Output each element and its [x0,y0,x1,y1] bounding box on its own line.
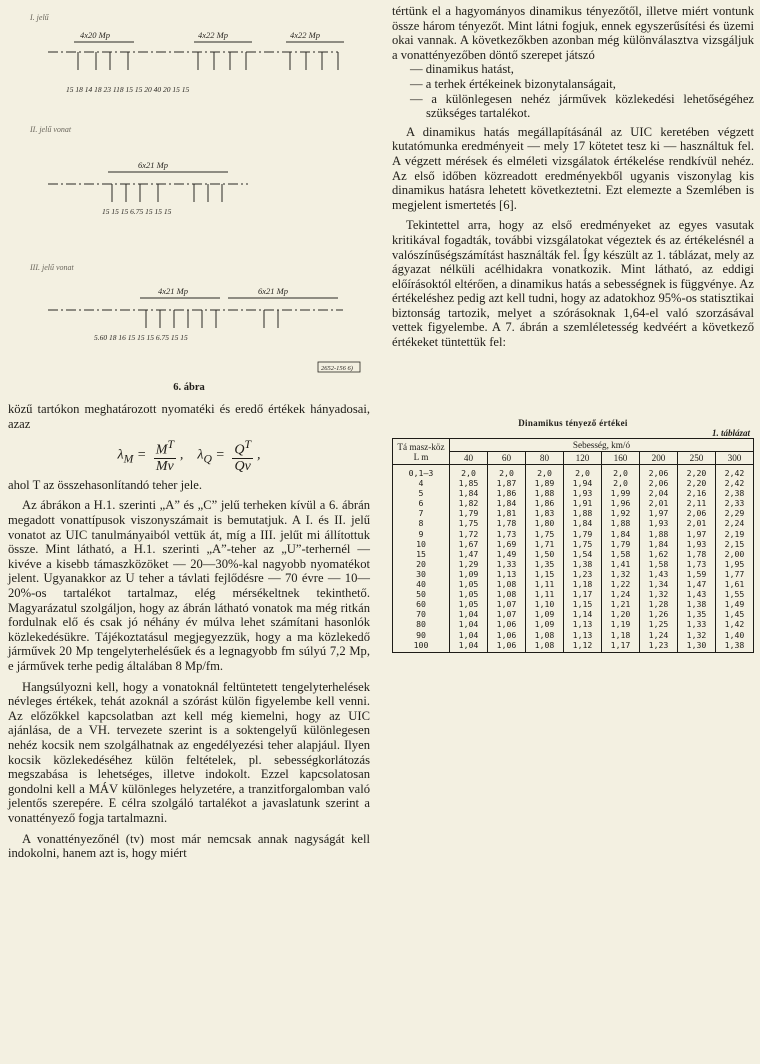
factor-cell: 1,94 [564,478,602,488]
factor-cell: 1,19 [602,619,640,629]
svg-text:III. jelű vonat: III. jelű vonat [30,263,74,272]
dimension-line-3: 5.60 18 16 15 15 15 6.75 15 15 [94,333,188,342]
factor-cell: 1,75 [450,518,488,528]
load-label: 6x21 Mp [258,286,288,296]
factor-cell: 1,06 [488,630,526,640]
factor-cell: 1,06 [488,640,526,653]
table-row [393,559,754,569]
factor-cell: 1,47 [678,579,716,589]
table-row [393,549,754,559]
factor-cell: 1,93 [564,488,602,498]
factor-cell: 1,88 [602,518,640,528]
factor-cell: 1,38 [678,599,716,609]
table-row [393,488,754,498]
factor-cell: 1,87 [488,478,526,488]
factor-cell: 1,71 [526,539,564,549]
factor-cell: 1,08 [526,630,564,640]
span-cell: 4 [393,478,450,488]
span-cell: 15 [393,549,450,559]
train-2-axles [112,184,222,202]
table-title: Dinamikus tényező értékei [518,418,628,428]
factor-cell: 2,20 [678,465,716,479]
factor-cell: 1,55 [716,589,754,599]
factor-cell: 1,78 [488,518,526,528]
factor-cell: 1,84 [640,539,678,549]
figure-6 [8,6,370,398]
factor-cell: 1,05 [450,579,488,589]
factor-cell: 1,61 [716,579,754,589]
factor-cell: 1,50 [526,549,564,559]
list-item: — a terhek értékeinek bizonytalanságait, [410,76,616,91]
factor-cell: 1,12 [564,640,602,653]
factor-cell: 1,04 [450,609,488,619]
factor-cell: 1,75 [526,529,564,539]
speed-column-header: 200 [640,452,678,465]
table-row [393,569,754,579]
factor-cell: 2,20 [678,478,716,488]
factor-cell: 1,59 [678,569,716,579]
factor-cell: 1,96 [602,498,640,508]
span-cell: 5 [393,488,450,498]
span-cell: 70 [393,609,450,619]
factor-cell: 1,86 [488,488,526,498]
table-row [393,579,754,589]
factor-cell: 1,38 [716,640,754,653]
load-label: 6x21 Mp [138,160,168,170]
factor-cell: 1,88 [526,488,564,498]
factor-cell: 1,23 [640,640,678,653]
factor-cell: 1,84 [488,498,526,508]
factor-cell: 2,0 [602,465,640,479]
factor-cell: 2,19 [716,529,754,539]
paragraph: A vonattényezőnél (tv) most már nemcsak annak nagyságát kell indokolni, hanem azt is, hogy miért [8,831,370,861]
factor-cell: 1,35 [678,609,716,619]
factor-cell: 1,22 [602,579,640,589]
factor-cell: 1,82 [450,498,488,508]
factor-cell: 1,13 [488,569,526,579]
factor-cell: 1,34 [640,579,678,589]
span-cell: 100 [393,640,450,653]
factor-cell: 1,97 [640,508,678,518]
factor-cell: 2,24 [716,518,754,528]
span-cell: 80 [393,619,450,629]
dynamic-factor-table [392,438,754,653]
table-row [393,518,754,528]
factor-cell: 2,0 [526,465,564,479]
span-cell: 7 [393,508,450,518]
factor-cell: 1,04 [450,619,488,629]
paragraph: Tekintettel arra, hogy az első eredményeket az egyes vasutak kritikával fogadták, további vizsgálatokat végeztek és az értékelésnél a valószínűségszámítást használták fel. Így készült az 1. táblázat, mely az ágyazat nélküli acélhidakra vonatkozik. Mint látható, az eddigi előírásoktól eltérően, a dinamikus hatás a sebességnek is függvénye. Az értékeléshez pedig azt kell tudni, hogy az adatokhoz 95%-os statisztikai biztonság tartozik, melyet a szórásoknak 1,64-el való szorzásával vettek figyelembe. A 7. ábrán a szemléletesség kedvéért a következő értékeket tüntettük fel: [392,218,754,350]
factor-cell: 1,91 [564,498,602,508]
factor-cell: 1,10 [526,599,564,609]
span-cell: 90 [393,630,450,640]
factor-cell: 1,24 [640,630,678,640]
speed-column-header: 80 [526,452,564,465]
table-row [393,508,754,518]
span-cell: 10 [393,539,450,549]
factor-cell: 1,18 [602,630,640,640]
list [392,62,754,120]
paragraph: tértünk el a hagyományos dinamikus tényezőtől, illetve miért vontunk össze három tényezőt. Mint látni fogjuk, ennek egyszerűsítési és üzemi okai vannak. A következőkben azonban még különválasztva vizsgáljuk a vonattényezőben döntő szerepet játszó [392,4,754,62]
factor-cell: 1,93 [640,518,678,528]
factor-cell: 2,15 [716,539,754,549]
factor-cell: 1,28 [640,599,678,609]
span-cell: 30 [393,569,450,579]
table-row [393,589,754,599]
factor-cell: 2,00 [716,549,754,559]
table-row [393,609,754,619]
factor-cell: 2,0 [602,478,640,488]
factor-cell: 1,89 [526,478,564,488]
load-label: 4x22 Mp [198,30,228,40]
load-label: 4x22 Mp [290,30,320,40]
factor-cell: 1,17 [564,589,602,599]
table-row [393,599,754,609]
factor-cell: 2,0 [488,465,526,479]
factor-cell: 2,06 [678,508,716,518]
speed-column-header: 60 [488,452,526,465]
table-row [393,539,754,549]
table-row [393,640,754,653]
factor-cell: 1,79 [602,539,640,549]
factor-cell: 1,84 [602,529,640,539]
speed-column-header: 160 [602,452,640,465]
factor-cell: 1,99 [602,488,640,498]
factor-cell: 1,30 [678,640,716,653]
factor-cell: 1,97 [678,529,716,539]
factor-cell: 2,0 [450,465,488,479]
span-cell: 60 [393,599,450,609]
factor-cell: 1,06 [488,619,526,629]
paragraph: közű tartókon meghatározott nyomatéki és eredő értékek hányadosai, azaz [8,402,370,431]
factor-cell: 1,35 [526,559,564,569]
factor-cell: 1,07 [488,609,526,619]
factor-cell: 1,11 [526,589,564,599]
span-cell: 8 [393,518,450,528]
factor-cell: 1,18 [564,579,602,589]
factor-cell: 1,21 [602,599,640,609]
factor-cell: 1,23 [564,569,602,579]
table-row [393,465,754,479]
factor-cell: 1,92 [602,508,640,518]
speed-column-header: 40 [450,452,488,465]
factor-cell: 1,08 [488,579,526,589]
factor-cell: 1,80 [526,518,564,528]
factor-cell: 1,84 [564,518,602,528]
table-row [393,478,754,488]
factor-cell: 1,25 [640,619,678,629]
paragraph: ahol T az összehasonlítandó teher jele. [8,477,202,492]
factor-cell: 2,42 [716,478,754,488]
factor-cell: 1,95 [716,559,754,569]
factor-cell: 2,01 [678,518,716,528]
factor-cell: 1,54 [564,549,602,559]
factor-cell: 1,88 [640,529,678,539]
factor-cell: 1,24 [602,589,640,599]
factor-cell: 1,86 [526,498,564,508]
factor-cell: 1,49 [716,599,754,609]
factor-cell: 1,58 [640,559,678,569]
factor-cell: 1,69 [488,539,526,549]
factor-cell: 2,06 [640,465,678,479]
factor-cell: 1,07 [488,599,526,609]
factor-cell: 1,45 [716,609,754,619]
table-row [393,630,754,640]
span-cell: 40 [393,579,450,589]
speed-column-header: 250 [678,452,716,465]
factor-cell: 1,32 [640,589,678,599]
factor-cell: 1,04 [450,640,488,653]
factor-cell: 1,32 [678,630,716,640]
factor-cell: 1,11 [526,579,564,589]
factor-cell: 1,20 [602,609,640,619]
speed-header: Sebesség, km/ó [450,439,754,452]
load-label: 4x21 Mp [158,286,188,296]
factor-cell: 2,16 [678,488,716,498]
factor-cell: 1,49 [488,549,526,559]
figure-caption: 6. ábra [173,382,205,393]
left-column [8,402,370,861]
factor-cell: 1,13 [564,619,602,629]
factor-cell: 1,09 [526,609,564,619]
paragraph: A dinamikus hatás megállapításánál az UIC keretében végzett kutatómunka eredményeit — mely 17 kötetet tesz ki — használtuk fel. A végzett mérések és elméleti vizsgálatok értékelése rendkívül nehéz. Az első időben közreadott eredményekből ugyanis viszonylag kis dinamikus hatásra lehetett következtetni. Ezt elemezte a Szemlében is megjelent ismertetés [6]. [392,124,754,212]
paragraph: Az ábrákon a H.1. szerinti „A” és „C” jelű terheken kívül a 6. ábrán megadott vonattípusok viszonyszámait is bemutatjuk. A I. és II. jelű vonatot az UIC tanulmányaiból vettük át, míg a III. jelűt mi állítottuk össze. Mint látható, a H.1. szerinti „A”-teher az „U”-terhernél — kivéve a kisebb támaszközöket — 20—30%-kal nagyobb nyomatékot jelent. Ugyanakkor az U teher a távlati fejlődésre — 70 évre — 10—20%-os tartalékot tartalmaz, elég mérsékeltnek tekinthető. Magyarázatul szolgáljon, hogy az ábrán látható vonatok ma még ritkán fordulnak elő és csak jó néhány év múlva lehet számítani hasonlók közlekedésükre. Tájékoztatásul megjegyezzük, hogy a ma közlekedő járművek 20 Mp tengelyterhelésűek és a legnagyobb fm súlyú 7,2 Mp, e járművek terhe pedig általában 8 Mp/fm. [8,498,370,673]
factor-cell: 2,29 [716,508,754,518]
train-load-diagrams [8,6,370,378]
factor-cell: 1,88 [564,508,602,518]
span-header: Tá masz-köz L m [393,439,450,465]
factor-cell: 1,43 [640,569,678,579]
factor-cell: 1,05 [450,599,488,609]
span-cell: 9 [393,529,450,539]
factor-cell: 2,06 [640,478,678,488]
factor-cell: 1,15 [526,569,564,579]
figure-code: 2652-156 6) [321,365,353,372]
factor-cell: 1,79 [450,508,488,518]
train-1-axles [78,52,338,70]
factor-cell: 1,38 [564,559,602,569]
factor-cell: 1,42 [716,619,754,629]
factor-cell: 1,43 [678,589,716,599]
table-1 [392,418,754,653]
factor-cell: 1,79 [564,529,602,539]
dimension-line-1: 15 18 14 18 23 118 15 15 20 40 20 15 15 [66,85,190,94]
factor-cell: 2,04 [640,488,678,498]
factor-cell: 1,72 [450,529,488,539]
factor-cell: 1,08 [488,589,526,599]
factor-cell: 2,0 [564,465,602,479]
factor-cell: 1,84 [450,488,488,498]
factor-cell: 1,73 [488,529,526,539]
factor-cell: 1,47 [450,549,488,559]
factor-cell: 1,26 [640,609,678,619]
right-column-lower [392,712,754,718]
table-row [393,498,754,508]
factor-cell: 1,33 [488,559,526,569]
paragraph: Hangsúlyozni kell, hogy a vonatoknál feltüntetett tengelyterhelések névleges értékek, tehát azoknál a szórást külön figyelembe kell venni. Az előzőkkel kapcsolatban azt kell még kiemelni, hogy az UIC ajánlása, de a VH. tervezete szerint is a soktengelyű különlegesen nehéz kocsik nem szolgálhatnak az engedélyezési teher alapjául. Ilyen kocsik közlekedéséhez külön feltételek, pl. sebességkorlátozás megszabása is lehetséges, illetve indokolt. Ezzel kapcsolatosan gondolni kell a MÁV különleges helyzetére, a tranzitforgalomban való jelentős szerepére. E célra szolgáló tartalékot a javaslatunk szerint a vonattényező fogja tartalmazni. [8,679,370,825]
factor-cell: 1,67 [450,539,488,549]
ratio-formula: $\lambda_M$ = $\frac{M^T}{Mv}$ , $\lambda_Q$ = $\frac{Q^T}{Qv}$ , [117,438,261,474]
factor-cell: 1,40 [716,630,754,640]
factor-cell: 1,15 [564,599,602,609]
factor-cell: 1,14 [564,609,602,619]
factor-cell: 1,05 [450,589,488,599]
table-row [393,619,754,629]
factor-cell: 1,85 [450,478,488,488]
factor-cell: 2,38 [716,488,754,498]
train-3-axles [146,310,278,328]
factor-cell: 1,83 [526,508,564,518]
factor-cell: 1,62 [640,549,678,559]
factor-cell: 1,77 [716,569,754,579]
factor-cell: 1,81 [488,508,526,518]
factor-cell: 1,08 [526,640,564,653]
factor-cell: 1,93 [678,539,716,549]
factor-cell: 1,78 [678,549,716,559]
svg-text:II. jelű vonat: II. jelű vonat [30,125,72,134]
span-cell: 20 [393,559,450,569]
factor-cell: 2,11 [678,498,716,508]
right-column [392,4,754,350]
span-cell: 50 [393,589,450,599]
speed-column-header: 120 [564,452,602,465]
factor-cell: 1,32 [602,569,640,579]
factor-cell: 1,58 [602,549,640,559]
factor-cell: 1,33 [678,619,716,629]
table-number: 1. táblázat [711,428,750,438]
svg-text:I. jelű: I. jelű [30,13,49,22]
factor-cell: 2,33 [716,498,754,508]
span-cell: 0,1—3 [393,465,450,479]
list-item: — dinamikus hatást, [410,62,514,77]
span-cell: 6 [393,498,450,508]
load-label: 4x20 Mp [80,30,110,40]
factor-cell: 1,09 [450,569,488,579]
list-item: — a különlegesen nehéz járművek közlekedési lehetőségéhez szükséges tartalékot. [410,91,754,121]
factor-cell: 1,29 [450,559,488,569]
dimension-line-2: 15 15 15 6.75 15 15 15 [102,207,172,216]
factor-cell: 1,13 [564,630,602,640]
factor-cell: 2,42 [716,465,754,479]
speed-column-header: 300 [716,452,754,465]
factor-cell: 1,04 [450,630,488,640]
factor-cell: 2,01 [640,498,678,508]
factor-cell: 1,09 [526,619,564,629]
factor-cell: 1,17 [602,640,640,653]
factor-cell: 1,41 [602,559,640,569]
factor-cell: 1,75 [564,539,602,549]
factor-cell: 1,73 [678,559,716,569]
table-row [393,529,754,539]
